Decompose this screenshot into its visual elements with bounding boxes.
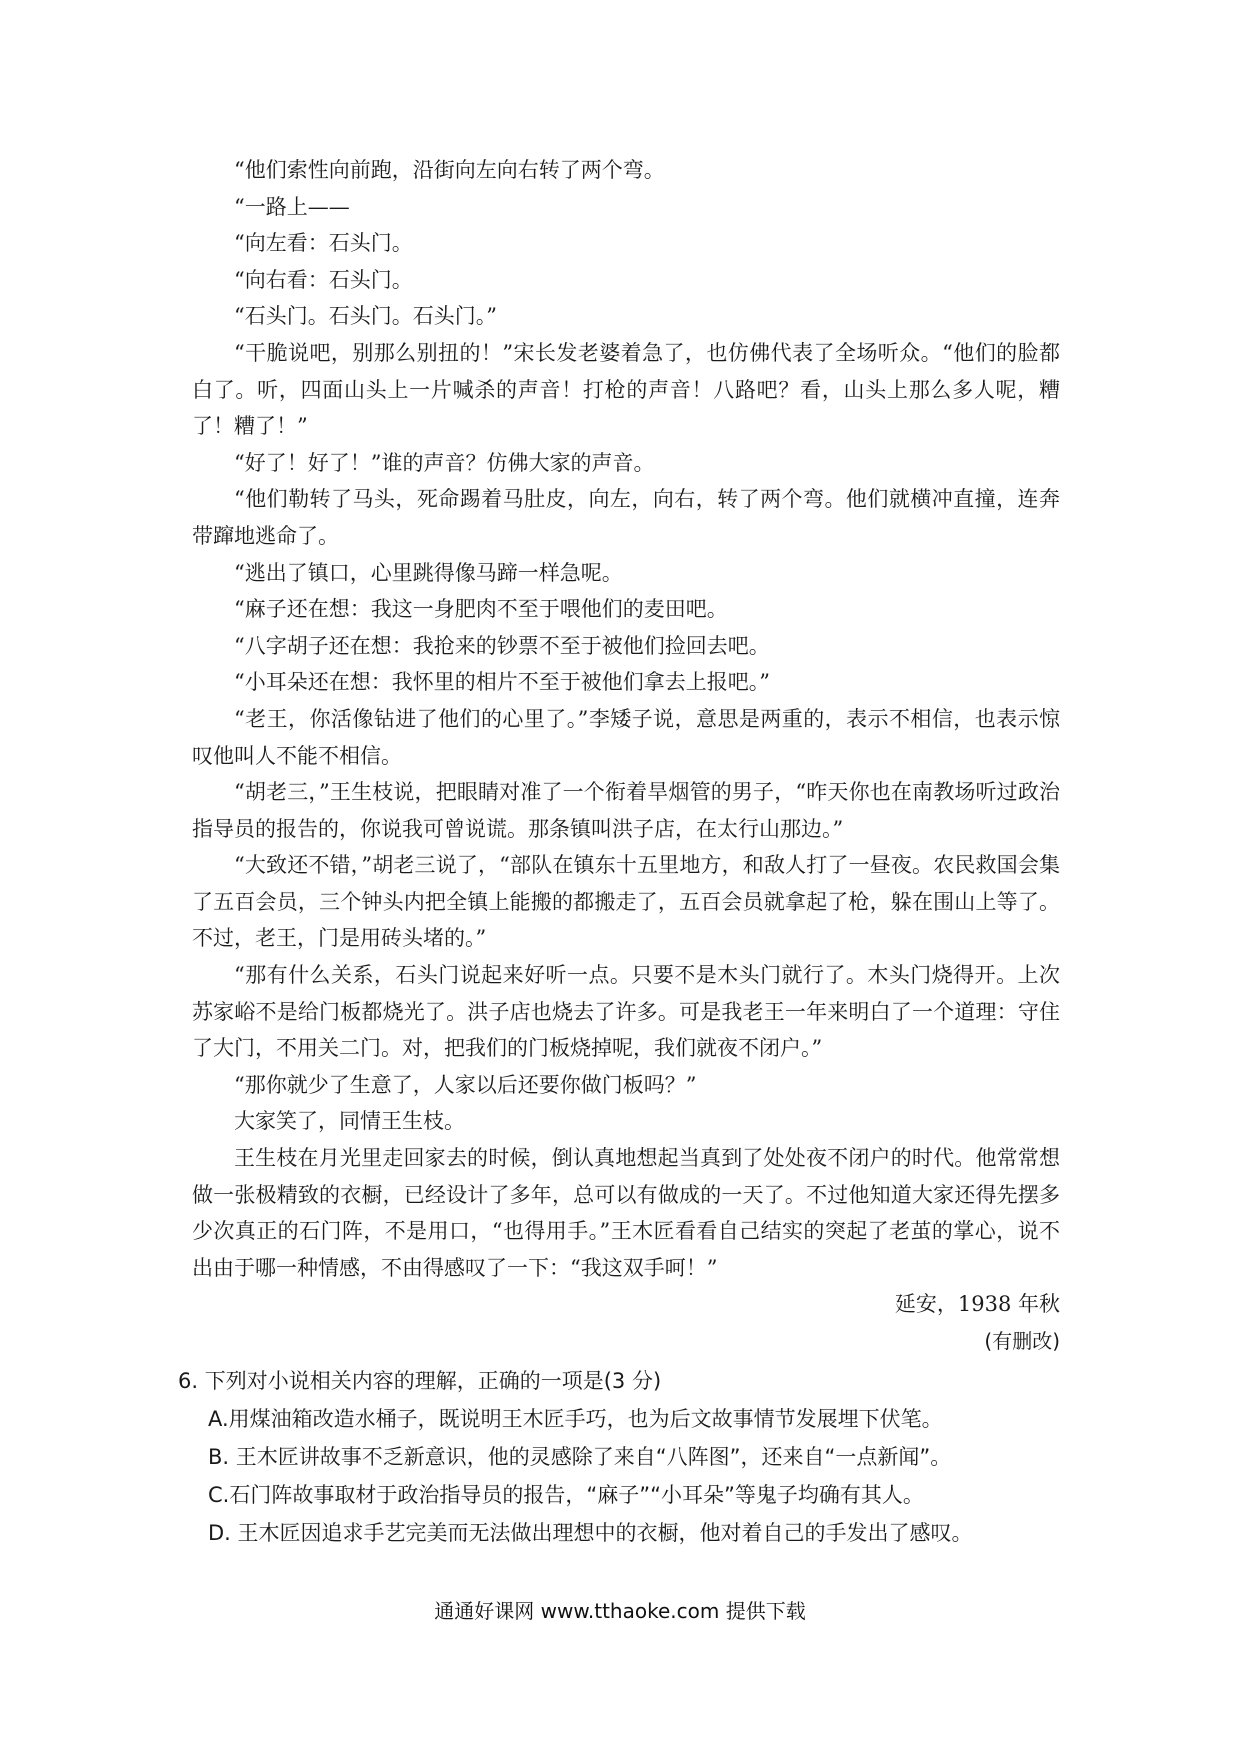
question-stem: 6. 下列对小说相关内容的理解，正确的一项是(3 分) <box>178 1369 662 1393</box>
paragraph: “那你就少了生意了，人家以后还要你做门板吗？” <box>234 1072 697 1097</box>
paragraph: “八字胡子还在想：我抢来的钞票不至于被他们捡回去吧。 <box>234 633 770 658</box>
option-d: D. 王木匠因追求手艺完美而无法做出理想中的衣橱，他对着自己的手发出了感叹。 <box>208 1521 973 1545</box>
paragraph: “干脆说吧，别那么别扭的！”宋长发老婆着急了，也仿佛代表了全场听众。“他们的脸都白了。听，四面山头上一片喊杀的声音！打枪的声音！八路吧？看，山头上那么多人呢，糟了！糟了！” <box>192 340 1060 439</box>
option-a: A.用煤油箱改造水桶子，既说明王木匠手巧，也为后文故事情节发展埋下伏笔。 <box>208 1407 943 1431</box>
paragraph: “他们索性向前跑，沿街向左向右转了两个弯。 <box>234 158 665 182</box>
paragraph: “小耳朵还在想：我怀里的相片不至于被他们拿去上报吧。” <box>234 670 770 695</box>
paragraph: 王生枝在月光里走回家去的时候，倒认真地想起当真到了处处夜不闭户的时代。他常常想做一张极精致的衣橱，已经设计了多年，总可以有做成的一天了。不过他知道大家还得先摆多少次真正的石门阵，不是用口，“也得用手。”王木匠看看自己结实的突起了老茧的掌心，说不出由于哪一种情感，不由得感叹了一下：“我这双手呵！” <box>192 1146 1060 1280</box>
page-footer: 通通好课网 www.tthaoke.com 提供下载 <box>434 1599 806 1623</box>
paragraph: “麻子还在想：我这一身肥肉不至于喂他们的麦田吧。 <box>234 597 728 622</box>
question-6 <box>178 1362 1058 1552</box>
paragraph: “大致还不错，”胡老三说了，“部队在镇东十五里地方，和敌人打了一昼夜。农民救国会集了五百会员，三个钟头内把全镇上能搬的都搬走了，五百会员就拿起了枪，躲在围山上等了。不过，老王，门是用砖头堵的。” <box>192 853 1060 951</box>
signature-line: 延安，1938 年秋 <box>894 1292 1060 1317</box>
paragraph: “胡老三，”王生枝说，把眼睛对准了一个衔着旱烟管的男子，“昨天你也在南教场听过政治指导员的报告的，你说我可曾说谎。那条镇叫洪子店，在太行山那边。” <box>192 780 1060 841</box>
paragraph: “他们勒转了马头，死命踢着马肚皮，向左，向右，转了两个弯。他们就横冲直撞，连奔带蹿地逃命了。 <box>192 487 1060 548</box>
paragraph: “向左看：石头门。 <box>234 231 413 256</box>
paragraph: “石头门。石头门。石头门。” <box>234 304 497 329</box>
paragraph: 大家笑了，同情王生枝。 <box>234 1109 465 1134</box>
paragraph: “好了！好了！”谁的声音？仿佛大家的声音。 <box>234 450 655 475</box>
paragraph: “那有什么关系，石头门说起来好听一点。只要不是木头门就行了。木头门烧得开。上次苏家峪不是给门板都烧光了。洪子店也烧去了许多。可是我老王一年来明白了一个道理：守住了大门，不用关二门。对，把我们的门板烧掉呢，我们就夜不闭户。” <box>192 963 1060 1061</box>
paragraph: “向右看：石头门。 <box>234 267 413 292</box>
paragraph: “老王，你活像钻进了他们的心里了。”李矮子说，意思是两重的，表示不相信，也表示惊叹他叫人不能不相信。 <box>192 706 1060 768</box>
paragraph: “一路上—— <box>234 194 350 219</box>
option-b: B. 王木匠讲故事不乏新意识，他的灵感除了来自“八阵图”，还来自“一点新闻”。 <box>208 1445 952 1469</box>
option-c: C.石门阵故事取材于政治指导员的报告，“麻子”“小耳朵”等鬼子均确有其人。 <box>208 1483 924 1507</box>
abridged-note: (有删改) <box>984 1329 1060 1353</box>
paragraph: “逃出了镇口，心里跳得像马蹄一样急呢。 <box>234 560 623 585</box>
story-passage <box>192 152 1060 1360</box>
